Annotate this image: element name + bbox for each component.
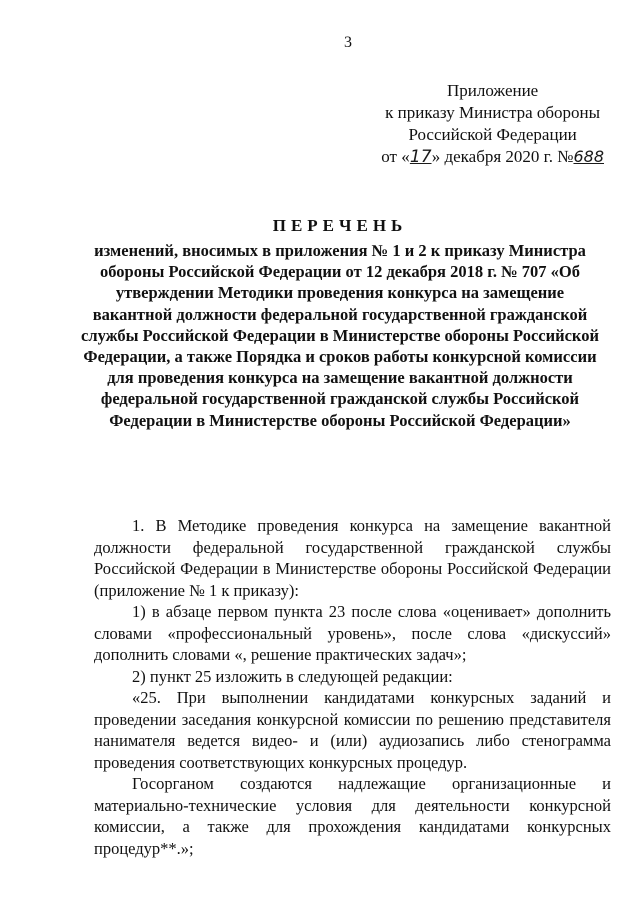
date-middle: » декабря 2020 г. № xyxy=(431,147,574,166)
date-prefix: от « xyxy=(381,147,410,166)
appendix-country: Российской Федерации xyxy=(408,125,577,144)
appendix-date-line xyxy=(381,146,604,168)
document-body xyxy=(94,515,611,859)
page-number: 3 xyxy=(344,34,352,51)
document-heading: ПЕРЕЧЕНЬ xyxy=(272,216,408,235)
appendix-label: Приложение xyxy=(446,81,539,100)
paragraph-2: 1) в абзаце первом пункта 23 после слова «оценивает» дополнить словами «профессиональный уровень», после слова «дискуссий» дополнить словами «, решение практических задач»; xyxy=(94,602,611,664)
paragraph-5: Госорганом создаются надлежащие организационные и материально-технические условия для деятельности конкурсной комиссии, а также для прохождения кандидатами конкурсных процедур**.»; xyxy=(94,774,611,858)
title-block xyxy=(80,216,600,431)
paragraph-1: 1. В Методике проведения конкурса на замещение вакантной должности федеральной государственной гражданской службы Российской Федерации в Министерстве обороны Российской Федерации (приложение № 1 к приказу): xyxy=(94,516,611,600)
handwritten-day: 17 xyxy=(409,147,432,167)
paragraph-4: «25. При выполнении кандидатами конкурсных заданий и проведении заседания конкурсной комиссии по решению представителя нанимателя ведется видео- и (или) аудиозапись либо стенограмма проведения соответствующих конкурсных процедур. xyxy=(94,688,611,772)
document-subtitle: изменений, вносимых в приложения № 1 и 2 к приказу Министра обороны Российской Федерации от 12 декабря 2018 г. № 707 «Об утверждении Методики проведения конкурса на замещение вакантной должности федеральной государственной гражданской службы Российской Федерации в Министерстве обороны Российской Федерации, а также Порядка и сроков работы конкурсной комиссии для проведения конкурса на замещение вакантной должности федеральной государственной гражданской службы Российской Федерации в Министерстве обороны Российской Федерации» xyxy=(81,241,599,430)
appendix-block xyxy=(381,80,604,168)
appendix-order-ref: к приказу Министра обороны xyxy=(385,103,601,122)
paragraph-3: 2) пункт 25 изложить в следующей редакции: xyxy=(132,666,453,686)
handwritten-order-number: 688 xyxy=(573,147,604,166)
